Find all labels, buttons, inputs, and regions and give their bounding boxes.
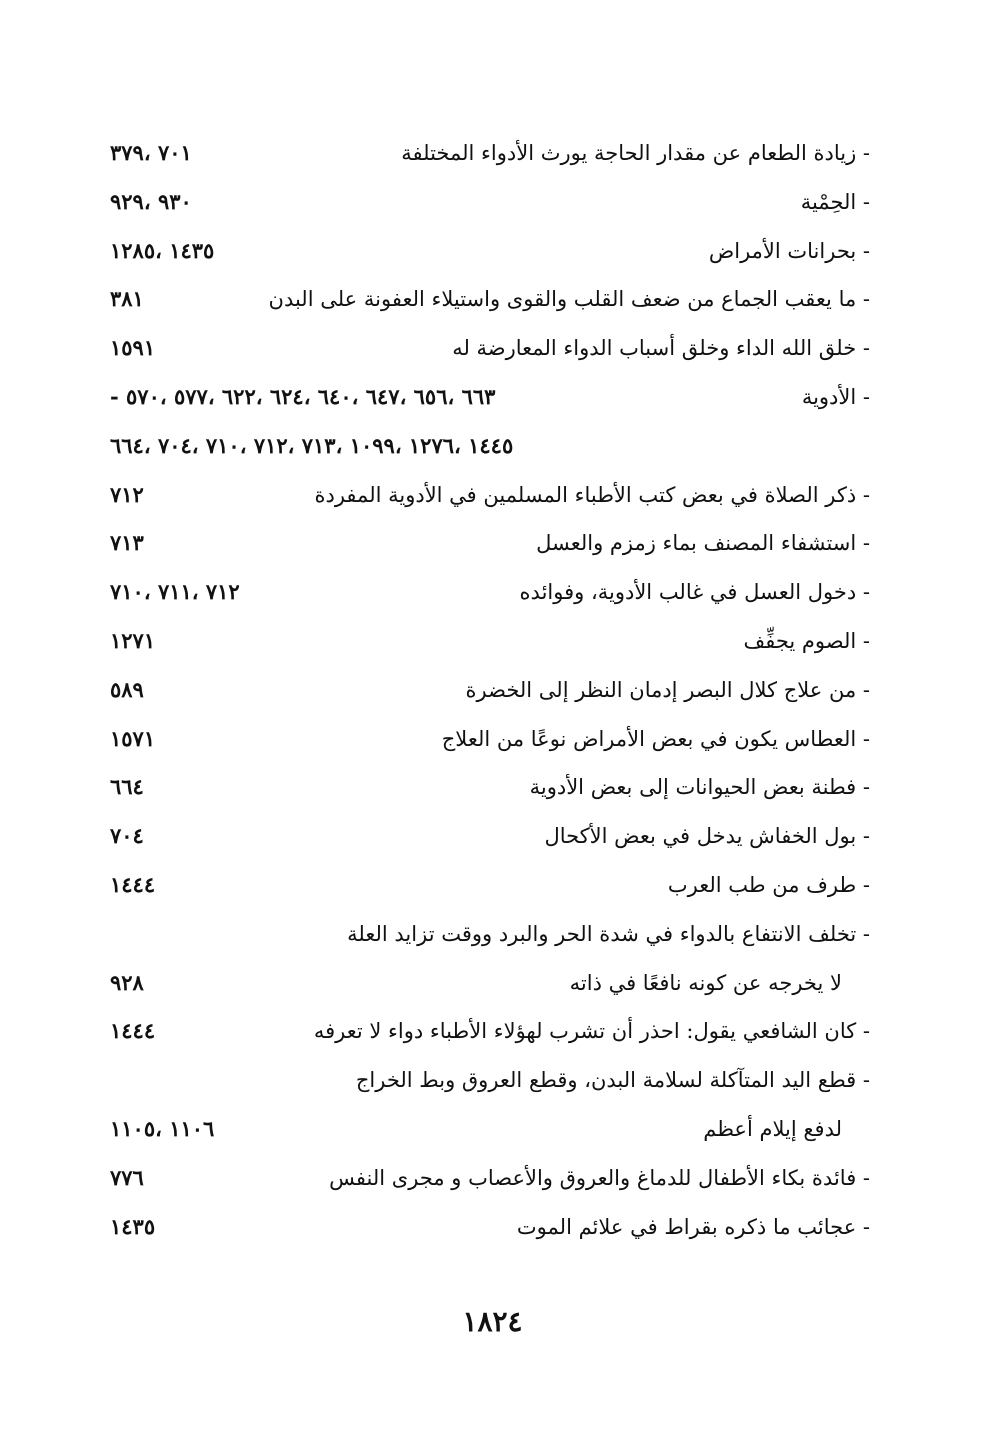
index-entry <box>110 179 870 228</box>
index-entry <box>110 569 870 618</box>
page-number: ١٨٢٤ <box>462 1305 523 1338</box>
entry-topic: - فطنة بعض الحيوانات إلى بعض الأدوية <box>529 775 870 800</box>
entry-pages: ٧١٢ <box>110 481 144 507</box>
entry-topic: - خلق الله الداء وخلق أسباب الدواء المعارضة له <box>452 336 870 361</box>
index-entry <box>110 1008 870 1057</box>
index-entry <box>110 374 870 423</box>
entry-pages: ١٥٧١ <box>110 725 156 751</box>
entry-pages: ٥٨٩ <box>110 676 144 702</box>
entry-topic: - ذكر الصلاة في بعض كتب الأطباء المسلمين في الأدوية المفردة <box>314 482 870 507</box>
entry-pages: ٧٠٤ <box>110 823 144 849</box>
entry-pages: ١٤٤٤ <box>110 871 156 897</box>
entry-topic: - عجائب ما ذكره بقراط في علائم الموت <box>516 1214 870 1239</box>
entry-pages: ١١٠٦ ،١١٠٥ <box>110 1115 215 1141</box>
index-entry <box>110 667 870 716</box>
index-entry <box>110 813 870 862</box>
entry-topic: - فائدة بكاء الأطفال للدماغ والعروق والأعصاب و مجرى النفس <box>329 1165 870 1190</box>
entry-pages: ٩٢٨ <box>110 969 144 995</box>
entry-topic: - بحرانات الأمراض <box>708 238 870 263</box>
topic-index-list <box>110 130 870 1252</box>
entry-topic: - دخول العسل في غالب الأدوية، وفوائده <box>519 580 870 605</box>
entry-topic: - الأدوية <box>801 384 870 409</box>
index-entry <box>110 911 870 960</box>
entry-pages: ٧١٣ <box>110 530 144 556</box>
entry-topic: - الصوم يجفِّف <box>743 628 870 653</box>
entry-pages: ١٤٤٥ ،١٢٧٦ ،١٠٩٩ ،٧١٣ ،٧١٢ ،٧١٠ ،٧٠٤ ،٦٦٤ <box>110 432 514 458</box>
entry-pages: ١٤٣٥ ،١٢٨٥ <box>110 237 215 263</box>
entry-pages: ١٢٧١ <box>110 627 156 653</box>
index-entry <box>110 276 870 325</box>
entry-topic: - تخلف الانتفاع بالدواء في شدة الحر والبرد ووقت تزايد العلة <box>347 921 870 946</box>
entry-pages: ٧٧٦ <box>110 1164 144 1190</box>
index-entry <box>110 1057 870 1106</box>
index-entry <box>110 618 870 667</box>
entry-pages: ١٤٤٤ <box>110 1018 156 1044</box>
entry-topic: - من علاج كلال البصر إدمان النظر إلى الخضرة <box>465 677 870 702</box>
entry-topic: - الحِمْية <box>800 189 870 214</box>
index-entry <box>110 423 870 472</box>
index-entry <box>110 130 870 179</box>
entry-topic: - استشفاء المصنف بماء زمزم والعسل <box>536 531 870 556</box>
entry-topic: لا يخرجه عن كونه نافعًا في ذاته <box>569 970 842 995</box>
entry-pages: - ٦٦٣ ،٦٥٦ ،٦٤٧ ،٦٤٠ ،٦٢٤ ،٦٢٢ ،٥٧٧ ،٥٧٠ <box>110 383 496 409</box>
index-entry <box>110 1204 870 1253</box>
index-entry <box>110 764 870 813</box>
index-entry <box>110 1155 870 1204</box>
entry-topic: لدفع إيلام أعظم <box>703 1116 842 1141</box>
entry-topic: - بول الخفاش يدخل في بعض الأكحال <box>544 824 870 849</box>
entry-topic: - طرف من طب العرب <box>667 872 870 897</box>
index-entry <box>110 472 870 521</box>
entry-topic: - كان الشافعي يقول: احذر أن تشرب لهؤلاء الأطباء دواء لا تعرفه <box>313 1019 870 1044</box>
entry-pages: ٧٠١ ،٣٧٩ <box>110 140 192 165</box>
entry-topic: - زيادة الطعام عن مقدار الحاجة يورث الأدواء المختلفة <box>401 141 870 165</box>
entry-topic: - قطع اليد المتآكلة لسلامة البدن، وقطع العروق وبط الخراج <box>355 1068 870 1093</box>
entry-topic: - ما يعقب الجماع من ضعف القلب والقوى واستيلاء العفونة على البدن <box>268 287 870 312</box>
index-entry-continuation <box>110 960 870 1009</box>
index-entry <box>110 520 870 569</box>
entry-pages: ٦٦٤ <box>110 774 144 800</box>
index-entry <box>110 228 870 277</box>
index-entry <box>110 325 870 374</box>
entry-pages: ٣٨١ <box>110 286 144 312</box>
index-entry-continuation <box>110 1106 870 1155</box>
index-entry <box>110 716 870 765</box>
entry-pages: ١٥٩١ <box>110 335 156 361</box>
entry-topic: - العطاس يكون في بعض الأمراض نوعًا من العلاج <box>441 726 870 751</box>
index-entry <box>110 862 870 911</box>
entry-pages: ٧١٢ ،٧١١ ،٧١٠ <box>110 579 240 605</box>
entry-pages: ١٤٣٥ <box>110 1213 156 1239</box>
entry-pages: ٩٣٠ ،٩٢٩ <box>110 188 192 214</box>
